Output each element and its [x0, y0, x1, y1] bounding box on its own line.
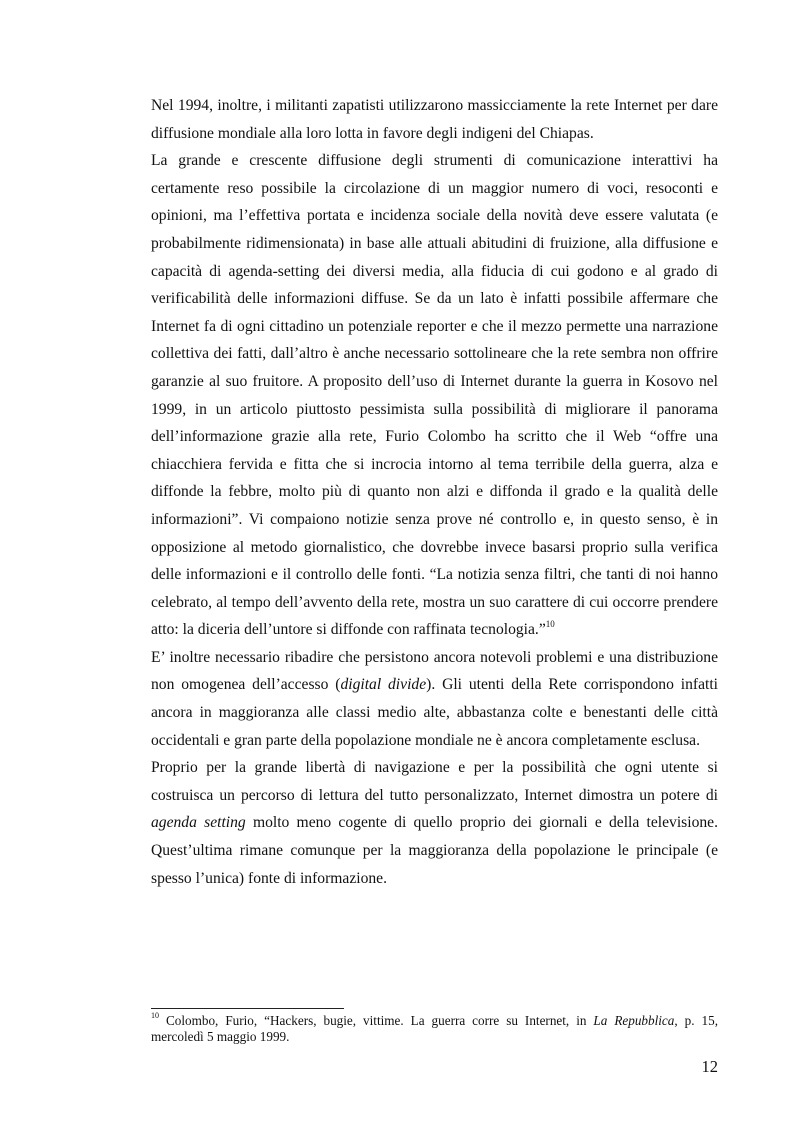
paragraph — [151, 754, 718, 892]
footnote-marker: 10 — [151, 1010, 159, 1020]
page-number: 12 — [701, 1057, 718, 1076]
footnote-text-before: Colombo, Furio, “Hackers, bugie, vittime. La guerra corre su Internet, in — [159, 1013, 594, 1028]
footnote-reference: 10 — [545, 619, 555, 630]
italic-term: digital divide — [340, 676, 427, 694]
footnote-publication-title: La Repubblica — [593, 1013, 675, 1028]
body-text — [151, 92, 718, 892]
paragraph-text: La grande e crescente diffusione degli strumenti di comunicazione interattivi ha certamente reso possibile la circolazione di un maggior numero di voci, resoconti e opinioni, ma l’effettiva portata e incidenza sociale della novità deve essere valutata (e probabilmente ridimensionata) in base alle attuali abitudini di fruizione, alla diffusione e capacità di agenda-setting dei diversi media, alla fiducia di cui godono e al grado di verificabilità delle informazioni diffuse. Se da un lato è infatti possibile affermare che Internet fa di ogni cittadino un potenziale reporter e che il mezzo permette una narrazione collettiva dei fatti, dall’altro è anche necessario sottolineare che la rete sembra non offrire garanzie al suo fruitore. A proposito dell’uso di Internet durante la guerra in Kosovo nel 1999, in un articolo piuttosto pessimista sulla possibilità di migliorare il panorama dell’informazione grazie alla rete, Furio Colombo ha scritto che il Web “offre una chiacchiera fervida e fitta che si incrocia intorno al tema terribile della guerra, alza e diffonde la febbre, molto più di quanto non alzi e diffonda il grado e la qualità delle informazioni”. Vi compaiono notizie senza prove né controllo e, in questo senso, è in opposizione al metodo giornalistico, che dovrebbe invece basarsi proprio sulla verifica delle informazioni e il controllo delle fonti. “La notizia senza filtri, che tanti di noi hanno celebrato, al tempo dell’avvento della rete, mostra un suo carattere di cui occorre prendere atto: la diceria dell’untore si diffonde con raffinata tecnologia.” — [151, 152, 718, 639]
paragraph — [151, 147, 718, 644]
paragraph-text: E’ inoltre necessario ribadire che persistono ancora notevoli problemi e una distribuzione non omogenea dell’accesso ( — [151, 648, 718, 694]
paragraph — [151, 644, 718, 754]
footnote-text-after: , p. 15, mercoledì 5 maggio 1999. — [151, 1013, 718, 1044]
paragraph-text: ). Gli utenti della Rete corrispondono infatti ancora in maggioranza alle classi medio alte, abbastanza colte e benestanti delle città occidentali e gran parte della popolazione mondiale ne è ancora completamente esclusa. — [151, 676, 718, 749]
footnote-10 — [151, 1010, 718, 1045]
footnote-separator — [151, 1008, 344, 1009]
paragraph-text: Proprio per la grande libertà di navigazione e per la possibilità che ogni utente si costruisca un percorso di lettura del tutto personalizzato, Internet dimostra un potere di — [151, 759, 718, 804]
paragraph — [151, 92, 718, 147]
italic-term: agenda setting — [151, 814, 246, 832]
paragraph-text: Nel 1994, inoltre, i militanti zapatisti utilizzarono massicciamente la rete Internet per dare diffusione mondiale alla loro lotta in favore degli indigeni del Chiapas. — [151, 97, 718, 142]
paragraph-text: molto meno cogente di quello proprio dei giornali e della televisione. Quest’ultima rimane comunque per la maggioranza della popolazione le principale (e spesso l’unica) fonte di informazione. — [151, 814, 718, 887]
